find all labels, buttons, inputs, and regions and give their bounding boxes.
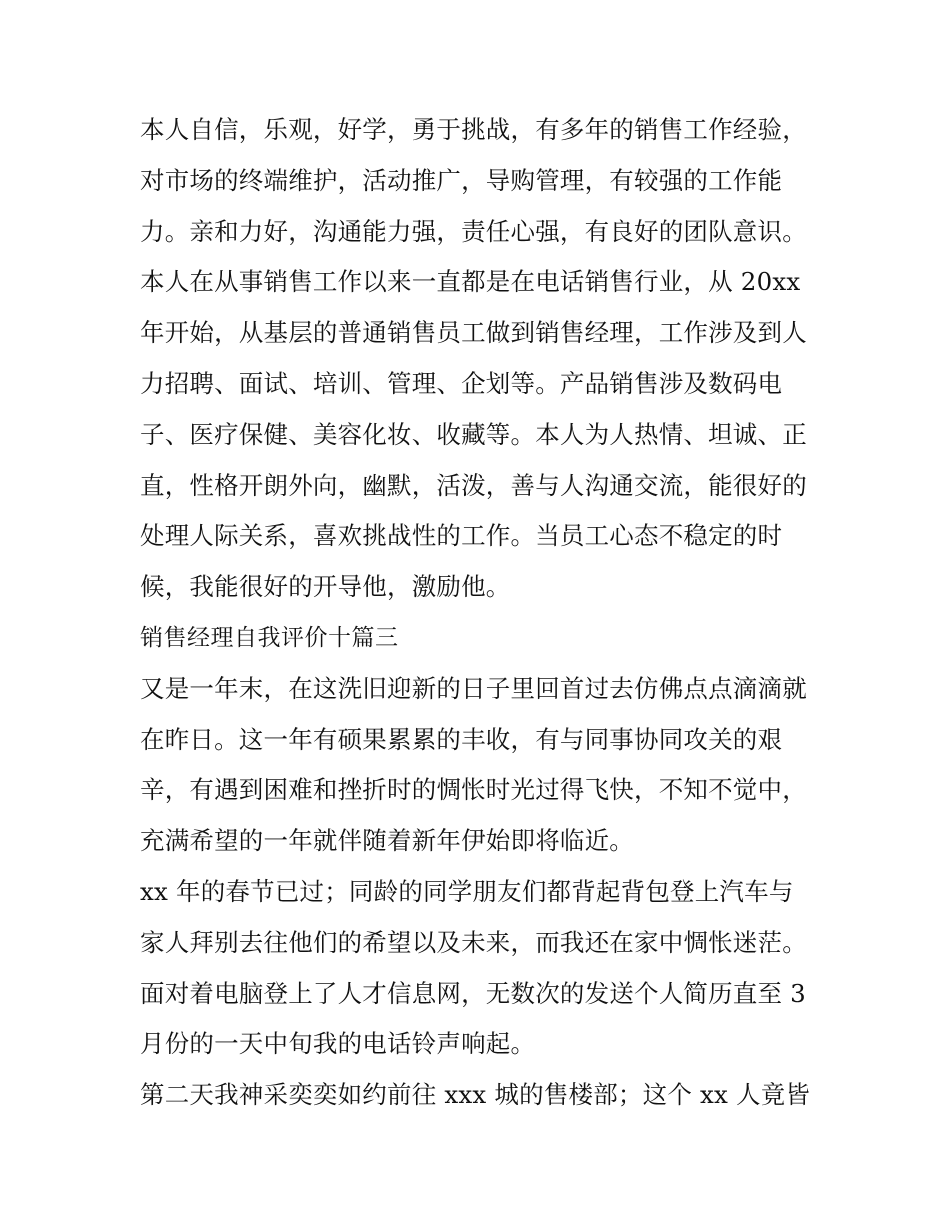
text-line: 第二天我神采奕奕如约前往 xxx 城的售楼部；这个 xx 人竟皆 [140, 1080, 811, 1110]
text-line: 又是一年末，在这洗旧迎新的日子里回首过去仿佛点点滴滴就 [140, 673, 807, 703]
section-heading: 销售经理自我评价十篇三 [140, 624, 399, 651]
text-line: 家人拜别去往他们的希望以及未来，而我还在家中惆怅迷茫。 [140, 927, 807, 957]
text-line: 月份的一天中旬我的电话铃声响起。 [140, 1029, 536, 1059]
document-body [140, 105, 820, 1121]
text-line: 面对着电脑登上了人才信息网，无数次的发送个人简历直至 3 [140, 978, 806, 1008]
text-line: 年开始，从基层的普通销售员工做到销售经理，工作涉及到人 [140, 318, 807, 348]
text-line: 处理人际关系，喜欢挑战性的工作。当员工心态不稳定的时 [140, 521, 783, 551]
text-line: 充满希望的一年就伴随着新年伊始即将临近。 [140, 826, 634, 856]
text-line: 候，我能很好的开导他，激励他。 [140, 572, 511, 602]
text-line: 对市场的终端维护，活动推广，导购管理，有较强的工作能 [140, 165, 783, 195]
text-line: 子、医疗保健、美容化妆、收藏等。本人为人热情、坦诚、正 [140, 419, 807, 449]
text-line: 力。亲和力好，沟通能力强，责任心强，有良好的团队意识。 [140, 216, 807, 246]
text-line: xx 年的春节已过；同龄的同学朋友们都背起背包登上汽车与 [140, 876, 794, 906]
text-line: 直，性格开朗外向，幽默，活泼，善与人沟通交流，能很好的 [140, 470, 807, 500]
text-line: 辛，有遇到困难和挫折时的惆怅时光过得飞快，不知不觉中， [140, 775, 807, 805]
text-line: 在昨日。这一年有硕果累累的丰收，有与同事协同攻关的艰 [140, 724, 783, 754]
text-line: 本人自信，乐观，好学，勇于挑战，有多年的销售工作经验， [140, 115, 807, 144]
text-line: 力招聘、面试、培训、管理、企划等。产品销售涉及数码电 [140, 368, 783, 398]
text-line: 本人在从事销售工作以来一直都是在电话销售行业，从 20xx [140, 267, 801, 297]
